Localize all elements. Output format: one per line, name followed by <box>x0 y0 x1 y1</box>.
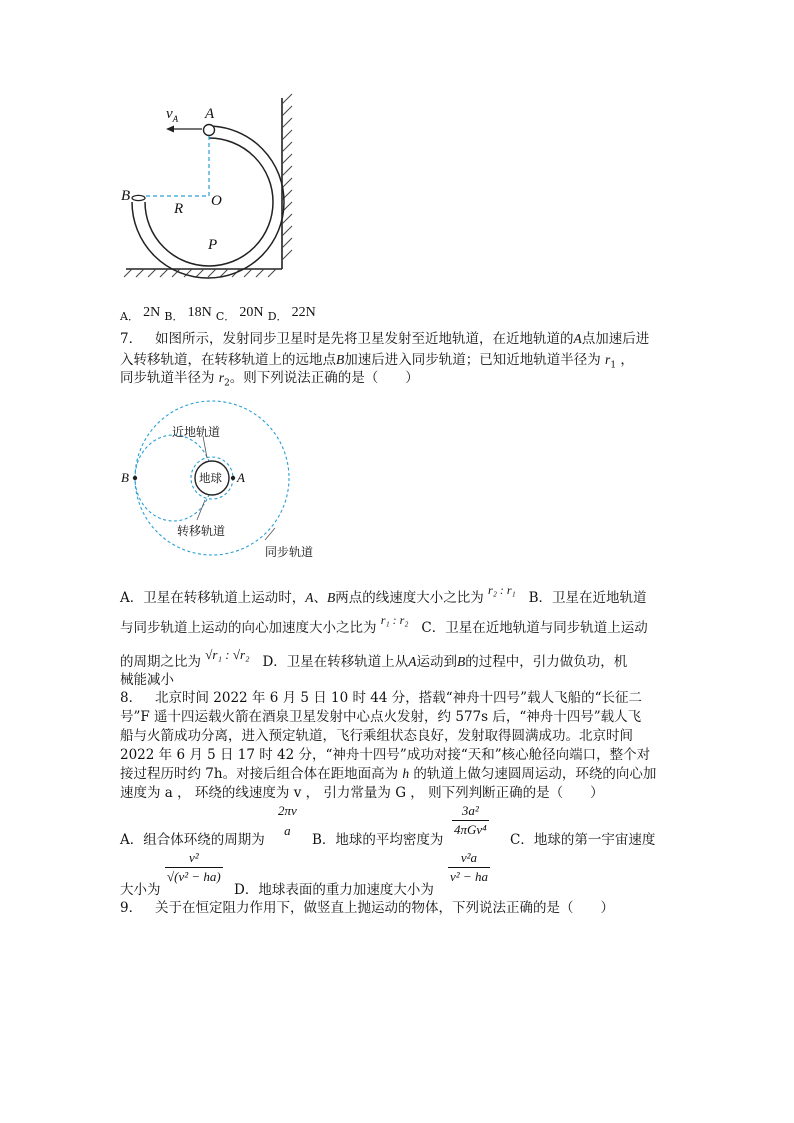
figure1-label-R: R <box>174 201 184 217</box>
q8-stem-line1: 8． 北京时间 2022 年 6 月 5 日 10 时 44 分，搭载“神舟十四号”载人飞船的“长征二 <box>120 690 642 706</box>
orbit-label-sync: 同步轨道 <box>265 545 314 559</box>
figure1-label-A: A <box>205 106 215 122</box>
q8-stem-line4: 2022 年 6 月 5 日 17 时 42 分，“神舟十四号”成功对接“天和”核心舱径向端口，整个对 <box>120 747 651 763</box>
q6-option-a[interactable]: $_{A.}$ 2N <box>120 305 161 323</box>
q7-option-a-ratio: r₂ : r₁ <box>488 583 516 597</box>
q8-option-d-fraction: v²a v² − ha <box>450 850 488 884</box>
orbit-label-earth: 地球 <box>199 471 222 485</box>
q8-stem-line5: 接过程历时约 7h。对接后组合体在距地面高为 h 的轨道上做匀速圆周运动，环绕的向心加 <box>120 766 657 782</box>
q6-options <box>120 305 316 321</box>
q8-option-c-fraction: v² √(v² − ha) <box>167 850 221 884</box>
q8-option-b[interactable]: B．地球的平均密度为 <box>312 832 444 848</box>
q7-option-c-line2[interactable]: 的周期之比为 √r₁ : √r₂ D．卫星在转移轨道上从A运动到B的过程中，引力做负功，机 <box>120 647 628 670</box>
orbit-figure <box>125 400 325 565</box>
q8-option-c[interactable]: C．地球的第一宇宙速度 <box>510 832 656 848</box>
q8-option-b-fraction: 3a² 4πGv⁴ <box>454 803 487 837</box>
figure1-label-O: O <box>211 193 222 209</box>
q8-option-a-fraction: 2πv a <box>278 803 297 838</box>
q9-stem: 9． 关于在恒定阻力作用下，做竖直上抛运动的物体，下列说法正确的是（ ） <box>120 900 614 916</box>
q6-option-d[interactable]: $_{D.}$ 22N <box>267 305 316 323</box>
q8-stem-line3: 船与火箭成功分离，进入预定轨道，飞行乘组状态良好，发射取得圆满成功。北京时间 <box>120 728 633 744</box>
q7-option-d-line2[interactable]: 械能减小 <box>120 672 174 688</box>
orbit-label-near: 近地轨道 <box>172 425 221 439</box>
q7-option-b-line2[interactable]: 与同步轨道上运动的向心加速度大小之比为 r₁ : r₂ C．卫星在近地轨道与同步轨道上运动 <box>120 613 648 636</box>
q7-option-c-ratio: √r₁ : √r₂ <box>205 647 250 662</box>
figure1-label-B: B <box>121 188 131 204</box>
q7-stem-line2: 入转移轨道，在转移轨道上的远地点B加速后进入同步轨道；已知近地轨道半径为 $r_1$ ， <box>120 352 634 371</box>
q8-stem-line2: 号”F 遥十四运载火箭在酒泉卫星发射中心点火发射，约 577s 后，“神舟十四号”载人飞 <box>120 709 642 725</box>
q6-option-b[interactable]: $_{B.}$ 18N <box>164 305 212 323</box>
q7-option-b-ratio: r₁ : r₂ <box>380 613 409 627</box>
figure1-label-vA: $v_A$ <box>166 106 179 124</box>
q7-option-a-line[interactable]: A．卫星在转移轨道上运动时，A、B两点的线速度大小之比为 r₂ : r₁ B．卫星在近地轨道 <box>120 583 647 606</box>
q8-option-d[interactable]: D．地球表面的重力加速度大小为 <box>234 882 434 898</box>
q7-stem-line3: 同步轨道半径为 $r_2$。则下列说法正确的是（ ） <box>120 370 419 389</box>
q7-stem-line1: 7． 如图所示，发射同步卫星时是先将卫星发射至近地轨道，在近地轨道的A点加速后进 <box>120 331 650 347</box>
q6-option-c[interactable]: $_{C.}$ 20N <box>215 305 264 323</box>
q8-option-c-line2: 大小为 <box>120 882 161 898</box>
q8-stem-line6: 速度为 a ， 环绕的线速度为 v ， 引力常量为 G ， 则下列判断正确的是（ ） <box>120 785 604 801</box>
figure1-label-P: P <box>208 237 218 253</box>
orbit-label-B: B <box>121 470 129 485</box>
q7-option-c-start: C．卫星在近地轨道与同步轨道上运动 <box>421 620 648 636</box>
orbit-label-transfer: 转移轨道 <box>177 524 226 538</box>
q8-option-a[interactable]: A．组合体环绕的周期为 <box>120 832 265 848</box>
orbit-label-A: A <box>237 470 245 485</box>
q7-option-d-start: D．卫星在转移轨道上从A运动到B的过程中，引力做负功，机 <box>262 654 628 670</box>
q7-option-b-start: B．卫星在近地轨道 <box>528 590 647 606</box>
